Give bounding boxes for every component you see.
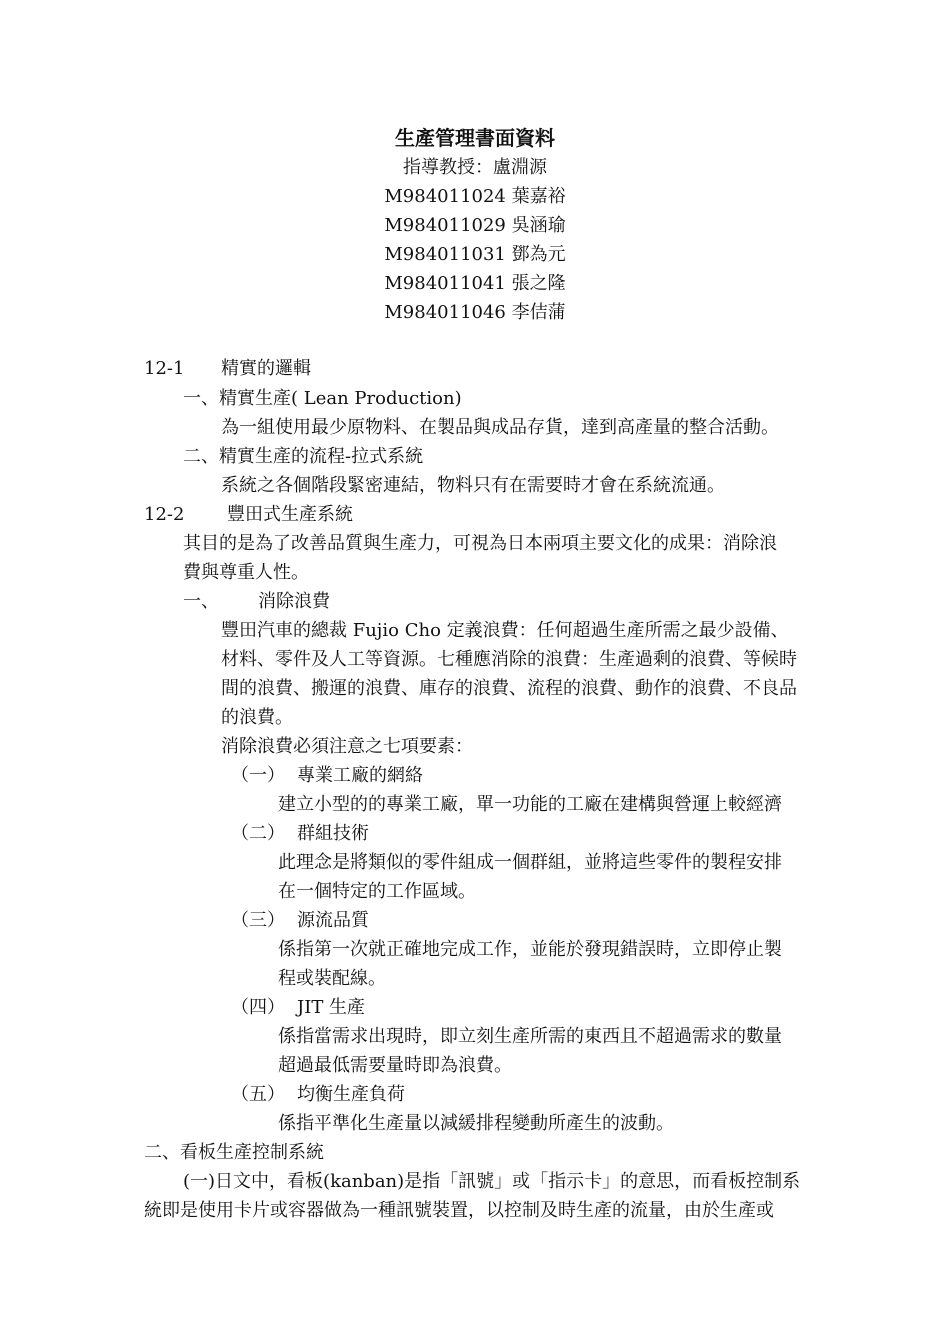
paragraph-line: 係指當需求出現時，即立刻生產所需的東西且不超過需求的數量 [278, 1026, 782, 1047]
element-marker: （三） [231, 910, 285, 931]
paragraph-line: 為一組使用最少原物料、在製品與成品存貨，達到高產量的整合活動。 [221, 417, 779, 438]
member-line: M984011029 吳涵瑜 [384, 215, 566, 236]
paragraph-line: 程或裝配線。 [278, 968, 386, 989]
section-title: 精實的邏輯 [221, 358, 311, 379]
paragraph-line: 係指第一次就正確地完成工作，並能於發現錯誤時，立即停止製 [278, 939, 782, 960]
subsection-marker: 一、 [183, 591, 219, 612]
element-title: 專業工廠的網絡 [297, 765, 423, 786]
paragraph-line: 系統之各個階段緊密連結，物料只有在需要時才會在系統流通。 [221, 475, 725, 496]
paragraph-line: 此理念是將類似的零件組成一個群組，並將這些零件的製程安排 [278, 852, 782, 873]
paragraph-line: 統即是使用卡片或容器做為一種訊號裝置，以控制及時生產的流量，由於生產或 [144, 1200, 774, 1221]
paragraph-line: 材料、零件及人工等資源。七種應消除的浪費：生產過剩的浪費、等候時 [221, 649, 797, 670]
paragraph-line: 建立小型的的專業工廠，單一功能的工廠在建構與營運上較經濟 [278, 794, 782, 815]
section-title: 豐田式生產系統 [227, 504, 353, 525]
paragraph-line: 間的浪費、搬運的浪費、庫存的浪費、流程的浪費、動作的浪費、不良品 [221, 678, 797, 699]
paragraph-line: 消除浪費必須注意之七項要素： [221, 736, 473, 757]
subsection-heading: 消除浪費 [258, 591, 330, 612]
paragraph-line: 係指平準化生產量以減緩排程變動所產生的波動。 [278, 1113, 674, 1134]
element-marker: （四） [231, 997, 285, 1018]
element-marker: （二） [231, 823, 285, 844]
paragraph-line: 豐田汽車的總裁 Fujio Cho 定義浪費：任何超過生產所需之最少設備、 [221, 620, 789, 641]
subsection-heading: 二、精實生產的流程-拉式系統 [183, 446, 424, 467]
paragraph-line: 超過最低需要量時即為浪費。 [278, 1055, 512, 1076]
element-title: 源流品質 [297, 910, 369, 931]
paragraph-line: 的浪費。 [221, 707, 293, 728]
element-marker: （一） [231, 765, 285, 786]
paragraph-line: 其目的是為了改善品質與生產力，可視為日本兩項主要文化的成果：消除浪 [183, 533, 777, 554]
member-line: M984011031 鄧為元 [384, 244, 566, 265]
section-number: 12-1 [144, 358, 185, 379]
element-title: 均衡生產負荷 [297, 1084, 405, 1105]
paragraph-line: 費與尊重人性。 [183, 562, 309, 583]
advisor-line: 指導教授：盧淵源 [403, 157, 547, 178]
element-title: 群組技術 [297, 823, 369, 844]
member-line: M984011046 李佶蒲 [384, 302, 566, 323]
subsection-heading: 二、看板生產控制系統 [144, 1142, 324, 1163]
member-line: M984011041 張之隆 [384, 273, 566, 294]
element-marker: （五） [231, 1084, 285, 1105]
paragraph-line: (一)日文中，看板(kanban)是指「訊號」或「指示卡」的意思，而看板控制系 [183, 1171, 801, 1192]
document-title: 生產管理書面資料 [395, 126, 555, 150]
member-line: M984011024 葉嘉裕 [384, 186, 566, 207]
element-title: JIT 生產 [297, 997, 366, 1018]
subsection-heading: 一、精實生產( Lean Production) [183, 388, 462, 409]
section-number: 12-2 [144, 504, 185, 525]
paragraph-line: 在一個特定的工作區域。 [278, 881, 476, 902]
